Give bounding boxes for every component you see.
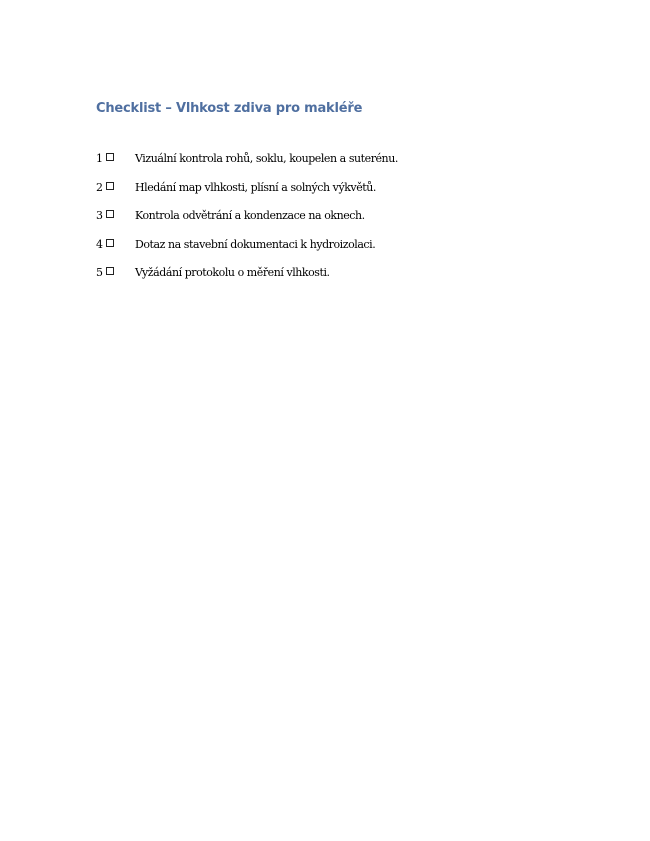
checklist-item	[96, 177, 516, 206]
item-number: 4	[96, 237, 103, 251]
item-number: 5	[96, 266, 103, 279]
item-text: Kontrola odvětrání a kondenzace na oknech.	[135, 209, 365, 222]
checkbox[interactable]	[106, 267, 114, 275]
checklist-item	[96, 262, 516, 291]
item-text: Hledání map vlhkosti, plísní a solných výkvětů.	[135, 180, 376, 194]
checkbox[interactable]	[106, 153, 114, 161]
checklist-item	[96, 205, 516, 234]
item-text: Vizuální kontrola rohů, soklu, koupelen a suterénu.	[135, 152, 398, 165]
item-number: 3	[96, 209, 103, 222]
checkbox[interactable]	[106, 182, 114, 190]
checkbox[interactable]	[106, 210, 114, 218]
item-text: Vyžádání protokolu o měření vlhkosti.	[135, 266, 330, 279]
checklist-item	[96, 234, 516, 263]
item-text: Dotaz na stavební dokumentaci k hydroizolaci.	[135, 237, 376, 251]
checklist	[96, 148, 516, 291]
checkbox[interactable]	[106, 239, 114, 247]
page-title: Checklist – Vlhkost zdiva pro makléře	[96, 101, 363, 116]
item-number: 2	[96, 180, 103, 194]
item-number: 1	[96, 152, 103, 165]
checklist-item	[96, 148, 516, 177]
